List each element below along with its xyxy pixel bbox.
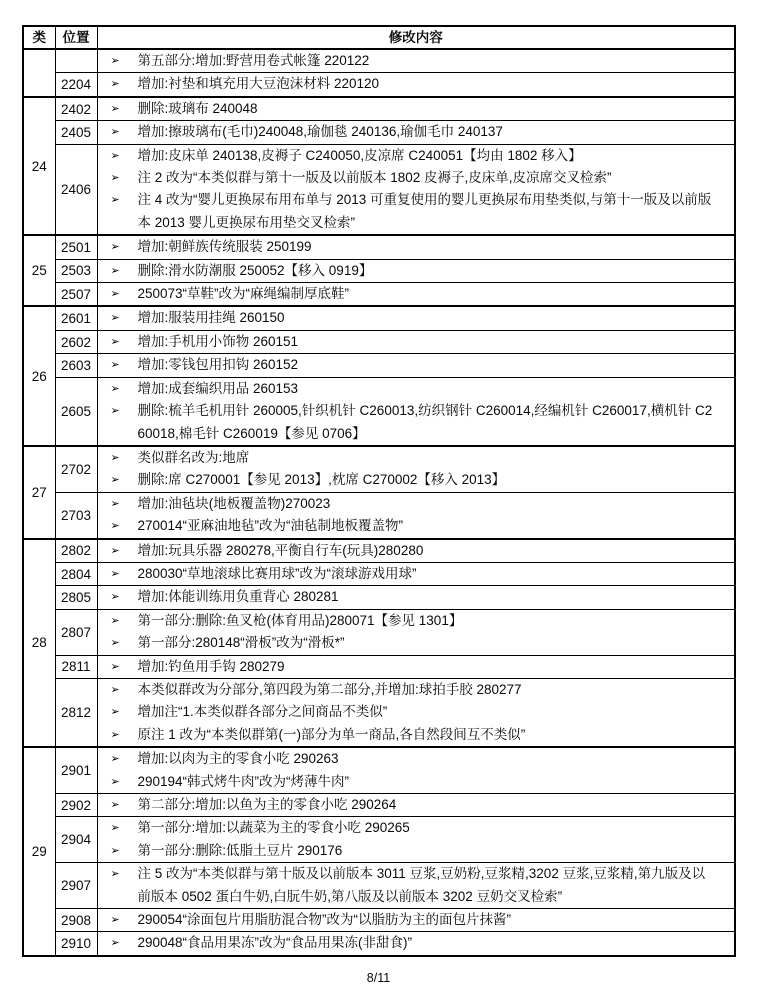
table-body xyxy=(23,49,735,956)
class-cell xyxy=(23,49,55,97)
position-cell: 2901 xyxy=(55,747,97,793)
modification-item xyxy=(98,167,735,189)
table-row xyxy=(23,259,735,282)
modification-item xyxy=(98,73,735,95)
position-cell: 2804 xyxy=(55,562,97,585)
position-cell: 2702 xyxy=(55,446,97,492)
position-cell: 2703 xyxy=(55,492,97,538)
arrow-bullet-icon: ➢ xyxy=(110,241,120,254)
position-cell: 2811 xyxy=(55,655,97,678)
content-cell xyxy=(97,49,735,73)
arrow-bullet-icon: ➢ xyxy=(110,194,120,207)
modification-item xyxy=(98,540,735,562)
modification-item xyxy=(98,748,735,770)
class-cell: 26 xyxy=(23,306,55,445)
modification-text: 280030“草地滚球比赛用球”改为“滚球游戏用球” xyxy=(137,565,417,581)
position-cell: 2805 xyxy=(55,586,97,609)
table-row xyxy=(23,49,735,73)
table-row xyxy=(23,678,735,747)
table-row xyxy=(23,747,735,793)
arrow-bullet-icon: ➢ xyxy=(110,172,120,185)
position-cell: 2402 xyxy=(55,97,97,121)
position-cell: 2204 xyxy=(55,73,97,97)
table-row xyxy=(23,586,735,609)
modification-text: 增加:手机用小饰物 260151 xyxy=(137,333,299,349)
modification-item xyxy=(98,283,735,305)
header-row xyxy=(23,26,735,49)
arrow-bullet-icon: ➢ xyxy=(110,844,120,857)
arrow-bullet-icon: ➢ xyxy=(110,335,120,348)
content-cell xyxy=(97,121,735,144)
modification-table xyxy=(22,25,736,957)
modification-item xyxy=(98,863,735,908)
modification-text: 注 2 改为“本类似群与第十一版及以前版本 1802 皮褥子,皮床单,皮凉席交叉检索” xyxy=(137,170,612,186)
table-row xyxy=(23,863,735,909)
modification-item xyxy=(98,679,735,701)
modification-item xyxy=(98,307,735,329)
arrow-bullet-icon: ➢ xyxy=(110,55,120,67)
content-cell xyxy=(97,794,735,817)
modification-text: 删除:梳羊毛机用针 260005,针织机针 C260013,纺织钢针 C260014,经编机针 C260017,横机针 C260018,棉毛针 C260019【参见 0706】 xyxy=(137,403,713,441)
arrow-bullet-icon: ➢ xyxy=(110,126,120,139)
modification-text: 增加:擦玻璃布(毛巾)240048,瑜伽毯 240136,瑜伽毛巾 240137 xyxy=(137,124,503,140)
arrow-bullet-icon: ➢ xyxy=(110,591,120,604)
modification-item xyxy=(98,586,735,608)
arrow-bullet-icon: ➢ xyxy=(110,728,120,741)
table-row xyxy=(23,144,735,235)
arrow-bullet-icon: ➢ xyxy=(110,78,120,91)
content-cell xyxy=(97,354,735,377)
table-row xyxy=(23,794,735,817)
arrow-bullet-icon: ➢ xyxy=(110,264,120,277)
position-cell xyxy=(55,49,97,73)
modification-item xyxy=(98,400,735,445)
modification-item xyxy=(98,701,735,723)
arrow-bullet-icon: ➢ xyxy=(110,451,120,464)
modification-item xyxy=(98,98,735,120)
content-cell xyxy=(97,863,735,909)
modification-text: 类似群名改为:地席 xyxy=(137,449,250,465)
modification-text: 增加:皮床单 240138,皮褥子 C240050,皮凉席 C240051【均由 1802 移入】 xyxy=(137,147,582,163)
modification-text: 290194“韩式烤牛肉”改为“烤薄牛肉” xyxy=(137,773,350,789)
modification-item xyxy=(98,656,735,678)
position-cell: 2405 xyxy=(55,121,97,144)
content-cell xyxy=(97,306,735,330)
modification-item xyxy=(98,909,735,931)
arrow-bullet-icon: ➢ xyxy=(110,405,120,418)
arrow-bullet-icon: ➢ xyxy=(110,567,120,580)
modification-text: 第二部分:增加:以鱼为主的零食小吃 290264 xyxy=(137,797,397,812)
position-cell: 2406 xyxy=(55,144,97,235)
modification-text: 290048“食品用果冻”改为“食品用果冻(非甜食)” xyxy=(137,935,413,951)
position-cell: 2908 xyxy=(55,909,97,932)
arrow-bullet-icon: ➢ xyxy=(110,312,120,325)
modification-item xyxy=(98,794,735,816)
modification-text: 第一部分:删除:鱼叉枪(体育用品)280071【参见 1301】 xyxy=(137,612,463,628)
modification-text: 250073“草鞋”改为“麻绳编制厚底鞋” xyxy=(137,286,350,302)
table-row xyxy=(23,330,735,353)
content-cell xyxy=(97,283,735,307)
content-cell xyxy=(97,678,735,747)
content-cell xyxy=(97,586,735,609)
modification-item xyxy=(98,260,735,282)
modification-text: 本类似群改为分部分,第四段为第二部分,并增加:球拍手胶 280277 xyxy=(137,681,522,697)
class-cell: 29 xyxy=(23,747,55,956)
content-cell xyxy=(97,562,735,585)
modification-item xyxy=(98,50,735,72)
content-cell xyxy=(97,932,735,956)
position-cell: 2603 xyxy=(55,354,97,377)
modification-item xyxy=(98,493,735,515)
modification-text: 增加:体能训练用负重背心 280281 xyxy=(137,589,339,605)
table-row xyxy=(23,492,735,538)
content-cell xyxy=(97,330,735,353)
modification-item xyxy=(98,515,735,537)
modification-item xyxy=(98,354,735,376)
modification-item xyxy=(98,236,735,258)
modification-text: 增加:朝鲜族传统服装 250199 xyxy=(137,239,312,255)
table-header xyxy=(23,26,735,49)
modification-text: 增加:油毡块(地板覆盖物)270023 xyxy=(137,495,331,511)
content-cell xyxy=(97,909,735,932)
table-row xyxy=(23,562,735,585)
content-cell xyxy=(97,73,735,97)
position-cell: 2503 xyxy=(55,259,97,282)
table-row xyxy=(23,609,735,655)
modification-text: 删除:滑水防潮服 250052【移入 0919】 xyxy=(137,262,373,278)
modification-text: 增加:玩具乐器 280278,平衡自行车(玩具)280280 xyxy=(137,542,424,558)
arrow-bullet-icon: ➢ xyxy=(110,914,120,927)
content-cell xyxy=(97,492,735,538)
modification-text: 增加:衬垫和填充用大豆泡沫材料 220120 xyxy=(137,76,380,92)
arrow-bullet-icon: ➢ xyxy=(110,544,120,557)
table-row xyxy=(23,817,735,863)
position-cell: 2904 xyxy=(55,817,97,863)
content-cell xyxy=(97,377,735,446)
content-cell xyxy=(97,144,735,235)
modification-item xyxy=(98,632,735,654)
table-row xyxy=(23,655,735,678)
modification-item xyxy=(98,840,735,862)
modification-text: 增加:成套编织用品 260153 xyxy=(137,380,299,396)
arrow-bullet-icon: ➢ xyxy=(110,660,120,673)
position-cell: 2507 xyxy=(55,283,97,307)
table-row xyxy=(23,235,735,259)
content-cell xyxy=(97,655,735,678)
table-row xyxy=(23,932,735,956)
arrow-bullet-icon: ➢ xyxy=(110,288,120,301)
modification-item xyxy=(98,189,735,234)
modification-item xyxy=(98,378,735,400)
col-header-content: 修改内容 xyxy=(97,26,735,49)
class-cell: 28 xyxy=(23,539,55,748)
arrow-bullet-icon: ➢ xyxy=(110,497,120,510)
modification-text: 第五部分:增加:野营用卷式帐篷 220122 xyxy=(137,53,370,68)
table-row xyxy=(23,97,735,121)
modification-item xyxy=(98,771,735,793)
modification-text: 第一部分:删除:低脂土豆片 290176 xyxy=(137,842,343,858)
table-row xyxy=(23,909,735,932)
position-cell: 2907 xyxy=(55,863,97,909)
class-cell: 25 xyxy=(23,235,55,306)
position-cell: 2902 xyxy=(55,794,97,817)
arrow-bullet-icon: ➢ xyxy=(110,102,120,115)
table-row xyxy=(23,283,735,307)
arrow-bullet-icon: ➢ xyxy=(110,775,120,788)
modification-item xyxy=(98,145,735,167)
position-cell: 2501 xyxy=(55,235,97,259)
arrow-bullet-icon: ➢ xyxy=(110,937,120,950)
modification-text: 增加:零钱包用扣钩 260152 xyxy=(137,357,299,373)
position-cell: 2807 xyxy=(55,609,97,655)
modification-text: 增加:钓鱼用手钩 280279 xyxy=(137,658,285,674)
modification-text: 删除:席 C270001【参见 2013】,枕席 C270002【移入 2013】 xyxy=(137,472,506,488)
arrow-bullet-icon: ➢ xyxy=(110,149,120,162)
arrow-bullet-icon: ➢ xyxy=(110,614,120,627)
modification-text: 270014“亚麻油地毡”改为“油毡制地板覆盖物” xyxy=(137,518,404,534)
table-row xyxy=(23,446,735,492)
table-row xyxy=(23,377,735,446)
position-cell: 2802 xyxy=(55,539,97,563)
col-header-class: 类 xyxy=(23,26,55,49)
modification-text: 增加:以肉为主的零食小吃 290263 xyxy=(137,751,339,767)
content-cell xyxy=(97,747,735,793)
class-cell: 24 xyxy=(23,97,55,235)
modification-item xyxy=(98,469,735,491)
modification-item xyxy=(98,121,735,143)
arrow-bullet-icon: ➢ xyxy=(110,683,120,696)
arrow-bullet-icon: ➢ xyxy=(110,637,120,650)
modification-text: 增加:服装用挂绳 260150 xyxy=(137,310,285,326)
table-row xyxy=(23,354,735,377)
modification-item xyxy=(98,331,735,353)
modification-item xyxy=(98,817,735,839)
position-cell: 2812 xyxy=(55,678,97,747)
position-cell: 2601 xyxy=(55,306,97,330)
content-cell xyxy=(97,446,735,492)
content-cell xyxy=(97,609,735,655)
content-cell xyxy=(97,539,735,563)
position-cell: 2605 xyxy=(55,377,97,446)
modification-text: 注 4 改为“婴儿更换尿布用布单与 2013 可重复使用的婴儿更换尿布用垫类似,与第十一版及以前版本 2013 婴儿更换尿布用垫交叉检索” xyxy=(137,192,712,230)
modification-text: 删除:玻璃布 240048 xyxy=(137,100,258,116)
modification-item xyxy=(98,447,735,469)
modification-item xyxy=(98,724,735,746)
content-cell xyxy=(97,97,735,121)
arrow-bullet-icon: ➢ xyxy=(110,822,120,835)
position-cell: 2910 xyxy=(55,932,97,956)
arrow-bullet-icon: ➢ xyxy=(110,753,120,766)
table-row xyxy=(23,539,735,563)
modification-text: 第一部分:280148“滑板”改为“滑板*” xyxy=(137,635,345,651)
col-header-position: 位置 xyxy=(55,26,97,49)
arrow-bullet-icon: ➢ xyxy=(110,799,120,811)
table-row xyxy=(23,73,735,97)
modification-item xyxy=(98,610,735,632)
arrow-bullet-icon: ➢ xyxy=(110,706,120,719)
arrow-bullet-icon: ➢ xyxy=(110,868,120,881)
arrow-bullet-icon: ➢ xyxy=(110,359,120,372)
modification-text: 增加注“1.本类似群各部分之间商品不类似” xyxy=(137,704,388,720)
position-cell: 2602 xyxy=(55,330,97,353)
modification-text: 注 5 改为“本类似群与第十版及以前版本 3011 豆浆,豆奶粉,豆浆精,3202 豆浆,豆浆精,第九版及以前版本 0502 蛋白牛奶,白朊牛奶,第八版及以前版本 3202 豆奶交叉检索” xyxy=(137,866,706,904)
content-cell xyxy=(97,817,735,863)
content-cell xyxy=(97,235,735,259)
content-cell xyxy=(97,259,735,282)
arrow-bullet-icon: ➢ xyxy=(110,520,120,533)
table-row xyxy=(23,306,735,330)
modification-text: 第一部分:增加:以蔬菜为主的零食小吃 290265 xyxy=(137,820,410,836)
arrow-bullet-icon: ➢ xyxy=(110,382,120,395)
class-cell: 27 xyxy=(23,446,55,539)
modification-text: 290054“涂面包片用脂肪混合物”改为“以脂肪为主的面包片抹酱” xyxy=(137,912,512,928)
modification-item xyxy=(98,932,735,954)
modification-text: 原注 1 改为“本类似群第(一)部分为单一商品,各自然段间互不类似” xyxy=(137,726,526,742)
page-number: 8/11 xyxy=(366,970,391,985)
modification-item xyxy=(98,563,735,585)
table-row xyxy=(23,121,735,144)
arrow-bullet-icon: ➢ xyxy=(110,474,120,487)
